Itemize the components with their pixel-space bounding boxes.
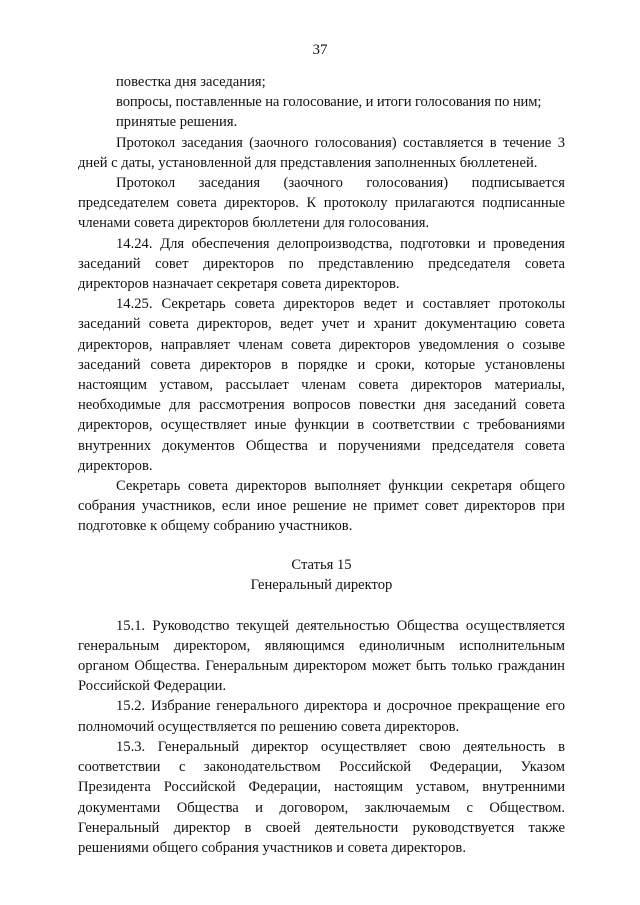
paragraph-14-25: 14.25. Секретарь совета директоров ведет и составляет протоколы заседаний совета директоров, ведет учет и хранит документацию совета директоров, направляет членам совета директоров уведомления о созыве заседаний совета директоров в порядке и сроки, которые установлены настоящим уставом, рассылает членам совета директоров материалы, необходимые для рассмотрения вопросов повестки дня заседаний совета директоров, осуществляет иные функции в соответствии с требованиями внутренних документов Общества и поручениями председателя совета директоров.: [78, 296, 565, 474]
page-number: 37: [312, 42, 328, 58]
paragraph-14-24: 14.24. Для обеспечения делопроизводства, подготовки и проведения заседаний совет директоров по представлению председателя совета директоров назначает секретаря совета директоров.: [78, 235, 565, 293]
article-title: Статья 15: [291, 556, 352, 573]
heading-spacer: [78, 595, 565, 616]
paragraph-15-3: 15.3. Генеральный директор осуществляет свою деятельность в соответствии с законодательством Российской Федерации, Указом Президента Российской Федерации, настоящим уставом, внутренними документами Общества и договором, заключаемым с Обществом. Генеральный директор в своей деятельности руководствуется также решениями общего собрания участников и совета директоров.: [78, 738, 565, 856]
paragraph-protocol-signing: Протокол заседания (заочного голосования) подписывается председателем совета директоров. К протоколу прилагаются подписанные членами совета директоров бюллетени для голосования.: [78, 175, 565, 232]
paragraph-decisions: принятые решения.: [116, 114, 238, 131]
paragraph-15-1: 15.1. Руководство текущей деятельностью Общества осуществляется генеральным директором, являющимся единоличным исполнительным органом Общества. Генеральным директором может быть только гражданин Российской Федерации.: [78, 617, 565, 695]
paragraph-secretary-functions: Секретарь совета директоров выполняет функции секретаря общего собрания участников, если иное решение не примет совет директоров при подготовке к общему собранию участников.: [78, 478, 565, 535]
paragraph-protocol-drafting: Протокол заседания (заочного голосования) составляется в течение 3 дней с даты, установленной для представления заполненных бюллетеней.: [78, 134, 565, 171]
paragraph-agenda: повестка дня заседания;: [116, 74, 266, 90]
article-heading: [78, 555, 565, 595]
document-body: [78, 72, 565, 858]
article-name: Генеральный директор: [250, 576, 393, 593]
paragraph-voting-questions: вопросы, поставленные на голосование, и итоги голосования по ним;: [116, 94, 542, 111]
paragraph-15-2: 15.2. Избрание генерального директора и досрочное прекращение его полномочий осуществляется по решению совета директоров.: [78, 698, 565, 735]
